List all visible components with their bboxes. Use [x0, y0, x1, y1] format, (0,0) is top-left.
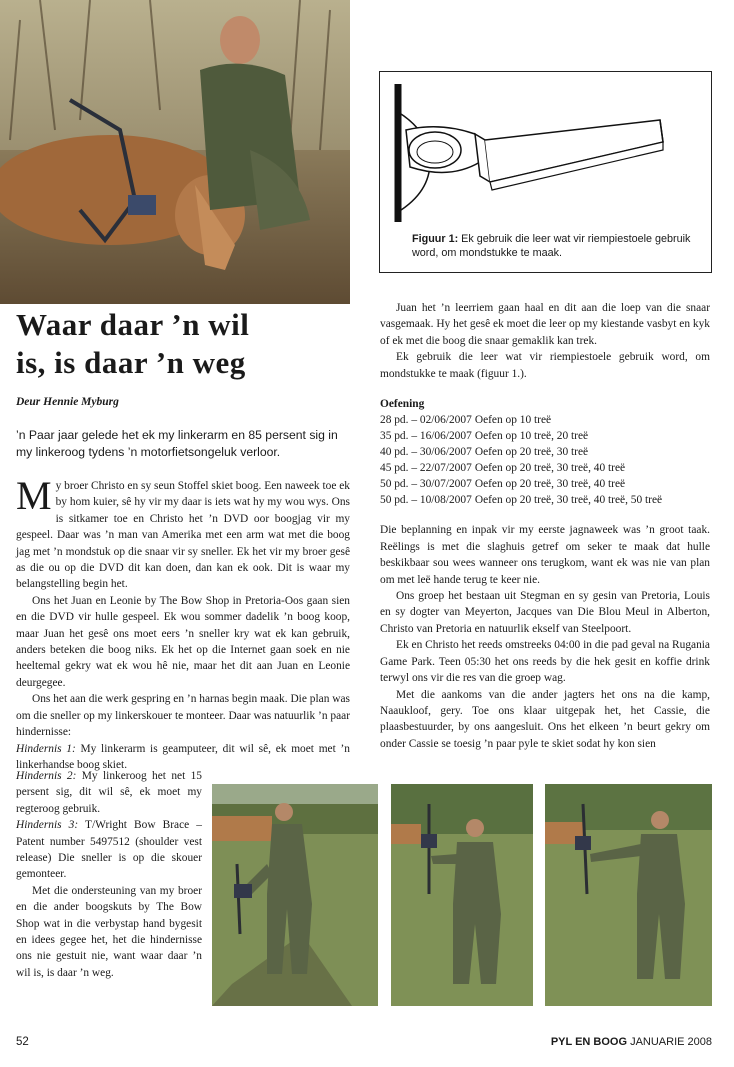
hindernis-1-text: My linkerarm is geamputeer, dit wil sê, ek moet met ’n linkerhandse boog skiet. [16, 742, 350, 771]
oefening-row [380, 428, 710, 444]
figure-caption [412, 232, 704, 260]
hindernis-3-label: Hindernis 3: [16, 819, 79, 832]
oefening-date: 35 pd. – 16/06/2007 [380, 430, 472, 443]
oefening-date: 28 pd. – 02/06/2007 [380, 414, 472, 427]
archer-photo-2 [391, 784, 533, 1006]
paragraph-3: Ons het aan die werk gespring en ’n harnas begin maak. Die plan was om die sneller op my linkerskouer te monteer. Daar was natuurlik ’n paar hindernisse: [16, 693, 350, 739]
archer-photo-2-illustration [391, 784, 533, 1006]
right-paragraph-1: Juan het ’n leerriem gaan haal en dit aan die loep van die snaar vasgemaak. Hy het gesê ek moet die leer op my kiestande vasbyt en kyk of ek met die boog die snaar gemaklik kan trek. [380, 302, 710, 347]
figure-1 [379, 71, 712, 273]
oefening-row [380, 412, 710, 428]
figure-caption-text: Ek gebruik die leer wat vir riempiestoele gebruik word, om mondstukke te maak. [412, 233, 691, 259]
left-column-narrow [16, 768, 202, 981]
archer-photo-1-illustration [212, 784, 378, 1006]
mouthpiece-drawing [380, 72, 711, 242]
right-paragraph-4: Ons groep het bestaan uit Stegman en sy gesin van Pretoria, Louis en sy dogter van Meyerton, Jacques van Die Blou Meul in Alberton, Christo van Pretoria en natuurlik ekself van Steelpoort. [380, 590, 710, 635]
hindernis-2 [16, 768, 202, 817]
right-paragraph-6: Met die aankoms van die ander jagters het ons na die kamp, Naaukloof, gery. Toe ons klaar uitgepak het, het Cassie, die plaasbestuurder, by ons aangesluit. Ons het elkeen ’n beurt gekry om onder Cassie se toesig ’n paar pyle te skiet sodat hy kon sien [380, 688, 710, 750]
title-line-2: is, is daar ’n weg [16, 345, 246, 380]
byline: Deur Hennie Myburg [16, 396, 119, 408]
hunting-photo-illustration [0, 0, 350, 304]
oefening-text: Oefen op 20 treë, 30 treë, 40 treë [474, 462, 626, 475]
footer-magazine [551, 1036, 712, 1048]
paragraph-2: Ons het Juan en Leonie by The Bow Shop in Pretoria-Oos gaan sien en die DVD vir hulle gespeel. Ek wou sommer dadelik ’n boog koop, maar Juan het gesê ons moet eers ’n sneller kry wat ek kan gebruik, anders beteken die boog niks. Ek het op die Internet gaan soek en nie heeltemal gekry wat ek wou hê nie, maar het dit aan Juan en Leonie deurgegee. [16, 594, 350, 689]
archer-photo-1 [212, 784, 378, 1006]
issue-date: JANUARIE 2008 [627, 1036, 712, 1048]
hindernis-2-text: My linkeroog het net 15 persent sig, dit wil sê, ek moet my regteroog gebruik. [16, 770, 202, 815]
figure-label: Figuur 1: [412, 233, 459, 245]
paragraph-4: Met die ondersteuning van my broer en die ander boogskuts by The Bow Shop wat in die verbystap hand bygesit en idees gegee het, het die hindernisse ons nie gestuit nie, want waar daar ’n wil is, is daar ’n weg. [16, 884, 202, 979]
oefening-row [380, 444, 710, 460]
hindernis-2-label: Hindernis 2: [16, 770, 77, 782]
dropcap: M [16, 473, 52, 518]
lead-paragraph: ’n Paar jaar gelede het ek my linkerarm en 85 persent sig in my linkeroog tydens ’n motorfietsongeluk verloor. [16, 428, 338, 459]
magazine-name: PYL EN BOOG [550, 1036, 628, 1048]
left-column [16, 473, 350, 773]
oefening-text: Oefen op 10 treë, 20 treë [474, 430, 589, 443]
paragraph-1 [16, 473, 350, 593]
oefening-text: Oefen op 20 treë, 30 treë, 40 treë, 50 treë [474, 494, 663, 507]
oefening-date: 50 pd. – 30/07/2007 [380, 478, 472, 491]
hindernis-3 [16, 817, 202, 883]
right-paragraph-2: Ek gebruik die leer wat vir riempiestoele gebruik word, om mondstukke te maak (figuur 1.). [380, 351, 710, 380]
hindernis-3-text: T/Wright Bow Brace – Patent number 5497512 (shoulder vest release) Die sneller is op die skouer gemonteer. [16, 819, 202, 881]
paragraph-1-text: y broer Christo en sy seun Stoffel skiet boog. Een naweek toe ek by hom kuier, sê hy vir my daar is iets wat hy my wou wys. Ons is sitkamer toe en Christo het ’n DVD oor boogjag vir my gespeel. Daar was ’n man van Amerika met een arm wat met die boog jag met ’n mondstuk op die snaar vir sy sneller. Ek het vir my broer gesê as die ou op die DVD dit kan doen, dan kan ek ook. Dit is waar my belangstelling begin het. [16, 480, 350, 591]
archer-photo-3-illustration [545, 784, 712, 1006]
oefening-text: Oefen op 10 treë [474, 414, 552, 427]
oefening-row [380, 476, 710, 492]
oefening-date: 50 pd. – 10/08/2007 [380, 494, 472, 507]
right-paragraph-3: Die beplanning en inpak vir my eerste jagnaweek was ’n groot taak. Reëlings is met die slaghuis getref om seker te maak dat hulle beskikbaar sou wees wanneer ons terugkom, want ek was nie van plan om met leë hande terug te keer nie. [380, 524, 710, 586]
oefening-row [380, 492, 710, 508]
archer-photo-3 [545, 784, 712, 1006]
oefening-text: Oefen op 20 treë, 30 treë, 40 treë [474, 478, 626, 491]
oefening-date: 40 pd. – 30/06/2007 [380, 446, 472, 459]
oefening-list [380, 412, 710, 508]
page-number: 52 [16, 1036, 29, 1048]
oefening-heading: Oefening [380, 398, 425, 411]
oefening-row [380, 460, 710, 476]
right-paragraph-5: Ek en Christo het reeds omstreeks 04:00 in die pad geval na Rugania Game Park. Teen 05:30 het ons reeds by die hek gesit en koffie drink terwyl ons vir die res van die groep wag. [380, 639, 710, 685]
article-title [16, 306, 356, 382]
hunting-photo [0, 0, 350, 304]
right-column [380, 300, 710, 752]
oefening-text: Oefen op 20 treë, 30 treë [474, 446, 589, 459]
title-line-1: Waar daar ’n wil [16, 307, 250, 342]
oefening-date: 45 pd. – 22/07/2007 [380, 462, 472, 475]
hindernis-1-label: Hindernis 1: [16, 742, 76, 755]
